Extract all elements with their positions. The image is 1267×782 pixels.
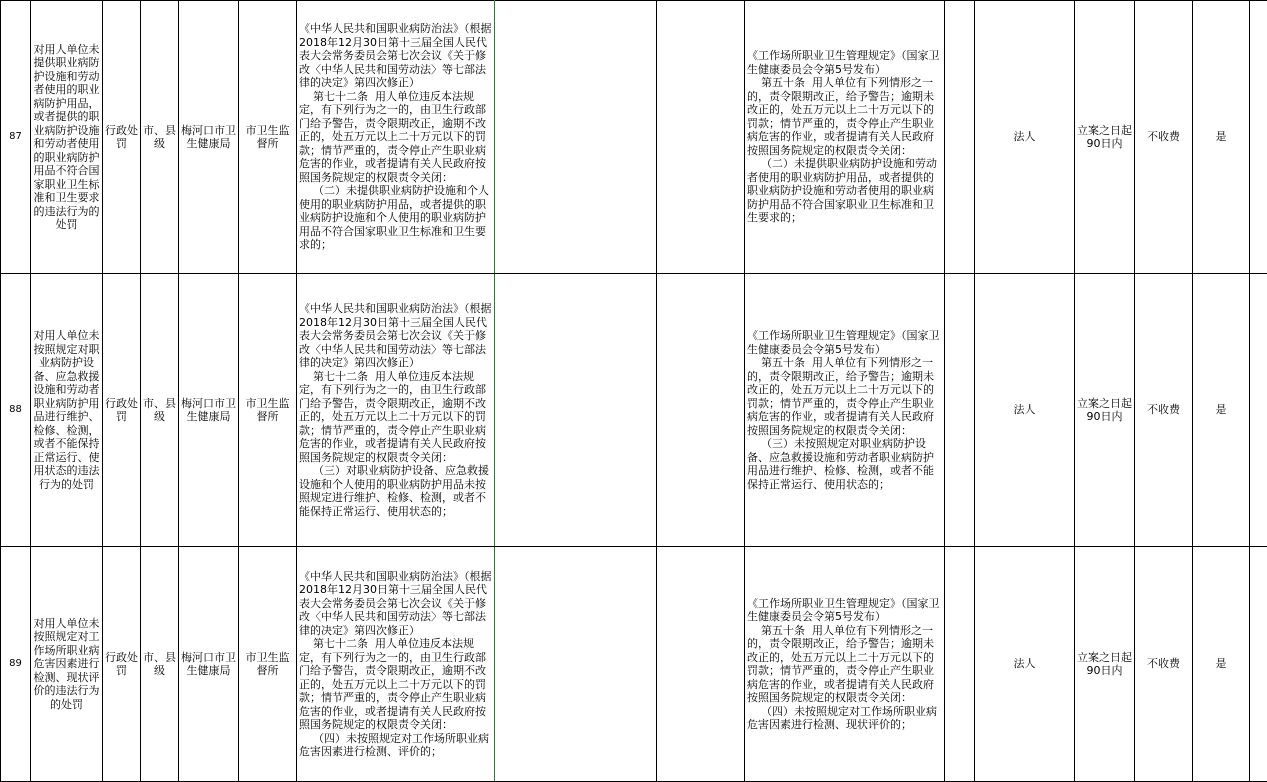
- department-cell: 梅河口市卫生健康局: [179, 547, 239, 782]
- row-number-cell: 89: [1, 547, 31, 782]
- implementing-unit-cell: 市卫生监督所: [239, 1, 297, 274]
- deadline-cell: 立案之日起90日内: [1075, 274, 1135, 547]
- item-name-cell: 对用人单位未按照规定对职业病防护设备、应急救援设施和劳动者职业病防护用品进行维护、检修、检测，或者不能保持正常运行、使用状态的违法行为的处罚: [31, 274, 103, 547]
- fee-cell: 不收费: [1135, 547, 1193, 782]
- power-type-cell: 行政处罚: [103, 547, 141, 782]
- flag-cell: 是: [1193, 1, 1250, 274]
- empty-cell: [945, 274, 975, 547]
- empty-cell: [495, 547, 657, 782]
- item-name-cell: 对用人单位未提供职业病防护设施和劳动者使用的职业病防护用品，或者提供的职业病防护设施和劳动者使用的职业病防护用品不符合国家职业卫生标准和卫生要求的违法行为的处罚: [31, 1, 103, 274]
- regulation-basis-cell: 《工作场所职业卫生管理规定》（国家卫生健康委员会令第5号发布） 第五十条 用人单位有下列情形之一的，责令限期改正，给予警告；逾期未改正的，处五万元以上二十万元以下的罚款；情节严重的，责令停止产生职业病危害的作业，或者提请有关人民政府按照国务院规定的权限责令关闭： （四）未按照规定对工作场所职业病危害因素进行检测、现状评价的；: [745, 547, 945, 782]
- subject-cell: 法人: [975, 547, 1075, 782]
- empty-cell: [945, 1, 975, 274]
- flag-cell: 是: [1193, 547, 1250, 782]
- fee-cell: 不收费: [1135, 1, 1193, 274]
- deadline-cell: 立案之日起90日内: [1075, 1, 1135, 274]
- flag-cell: 是: [1193, 274, 1250, 547]
- level-cell: 市、县级: [141, 1, 179, 274]
- power-type-cell: 行政处罚: [103, 274, 141, 547]
- legal-basis-cell: 《中华人民共和国职业病防治法》（根据2018年12月30日第十三届全国人民代表大会常务委员会第七次会议《关于修改〈中华人民共和国劳动法〉等七部法律的决定》第四次修正） 第七十二条 用人单位违反本法规定，有下列行为之一的，由卫生行政部门给予警告，责令限期改正，逾期不改正的，处五万元以上二十万元以下的罚款；情节严重的，责令停止产生职业病危害的作业，或者提请有关人民政府按照国务院规定的权限责令关闭： （二）未提供职业病防护设施和个人使用的职业病防护用品，或者提供的职业病防护设施和个人使用的职业病防护用品不符合国家职业卫生标准和卫生要求的；: [297, 1, 495, 274]
- subject-cell: 法人: [975, 1, 1075, 274]
- fee-cell: 不收费: [1135, 274, 1193, 547]
- power-type-cell: 行政处罚: [103, 1, 141, 274]
- table-row: [1, 547, 1267, 782]
- empty-cell: [657, 547, 745, 782]
- regulation-basis-cell: 《工作场所职业卫生管理规定》（国家卫生健康委员会令第5号发布） 第五十条 用人单位有下列情形之一的，责令限期改正，给予警告；逾期未改正的，处五万元以上二十万元以下的罚款；情节严重的，责令停止产生职业病危害的作业，或者提请有关人民政府按照国务院规定的权限责令关闭： （三）未按照规定对职业病防护设备、应急救援设施和劳动者职业病防护用品进行维护、检修、检测，或者不能保持正常运行、使用状态的；: [745, 274, 945, 547]
- subject-cell: 法人: [975, 274, 1075, 547]
- empty-cell: [495, 274, 657, 547]
- department-cell: 梅河口市卫生健康局: [179, 1, 239, 274]
- table-row: [1, 274, 1267, 547]
- legal-basis-cell: 《中华人民共和国职业病防治法》（根据2018年12月30日第十三届全国人民代表大会常务委员会第七次会议《关于修改〈中华人民共和国劳动法〉等七部法律的决定》第四次修正） 第七十二条 用人单位违反本法规定，有下列行为之一的，由卫生行政部门给予警告，责令限期改正，逾期不改正的，处五万元以上二十万元以下的罚款；情节严重的，责令停止产生职业病危害的作业，或者提请有关人民政府按照国务院规定的权限责令关闭： （三）对职业病防护设备、应急救援设施和个人使用的职业病防护用品未按照规定进行维护、检修、检测，或者不能保持正常运行、使用状态的；: [297, 274, 495, 547]
- implementing-unit-cell: 市卫生监督所: [239, 274, 297, 547]
- empty-cell: [945, 547, 975, 782]
- implementing-unit-cell: 市卫生监督所: [239, 547, 297, 782]
- legal-basis-cell: 《中华人民共和国职业病防治法》（根据2018年12月30日第十三届全国人民代表大会常务委员会第七次会议《关于修改〈中华人民共和国劳动法〉等七部法律的决定》第四次修正） 第七十二条 用人单位违反本法规定，有下列行为之一的，由卫生行政部门给予警告，责令限期改正，逾期不改正的，处五万元以上二十万元以下的罚款；情节严重的，责令停止产生职业病危害的作业，或者提请有关人民政府按照国务院规定的权限责令关闭： （四）未按照规定对工作场所职业病危害因素进行检测、评价的；: [297, 547, 495, 782]
- empty-cell: [1250, 274, 1267, 547]
- row-number-cell: 88: [1, 274, 31, 547]
- department-cell: 梅河口市卫生健康局: [179, 274, 239, 547]
- item-name-cell: 对用人单位未按照规定对工作场所职业病危害因素进行检测、现状评价的违法行为的处罚: [31, 547, 103, 782]
- level-cell: 市、县级: [141, 547, 179, 782]
- empty-cell: [657, 1, 745, 274]
- table-row: [1, 1, 1267, 274]
- empty-cell: [657, 274, 745, 547]
- row-number-cell: 87: [1, 1, 31, 274]
- regulation-basis-cell: 《工作场所职业卫生管理规定》（国家卫生健康委员会令第5号发布） 第五十条 用人单位有下列情形之一的，责令限期改正，给予警告；逾期未改正的，处五万元以上二十万元以下的罚款；情节严重的，责令停止产生职业病危害的作业，或者提请有关人民政府按照国务院规定的权限责令关闭： （二）未提供职业病防护设施和劳动者使用的职业病防护用品，或者提供的职业病防护设施和劳动者使用的职业病防护用品不符合国家职业卫生标准和卫生要求的；: [745, 1, 945, 274]
- empty-cell: [1250, 547, 1267, 782]
- deadline-cell: 立案之日起90日内: [1075, 547, 1135, 782]
- level-cell: 市、县级: [141, 274, 179, 547]
- empty-cell: [495, 1, 657, 274]
- empty-cell: [1250, 1, 1267, 274]
